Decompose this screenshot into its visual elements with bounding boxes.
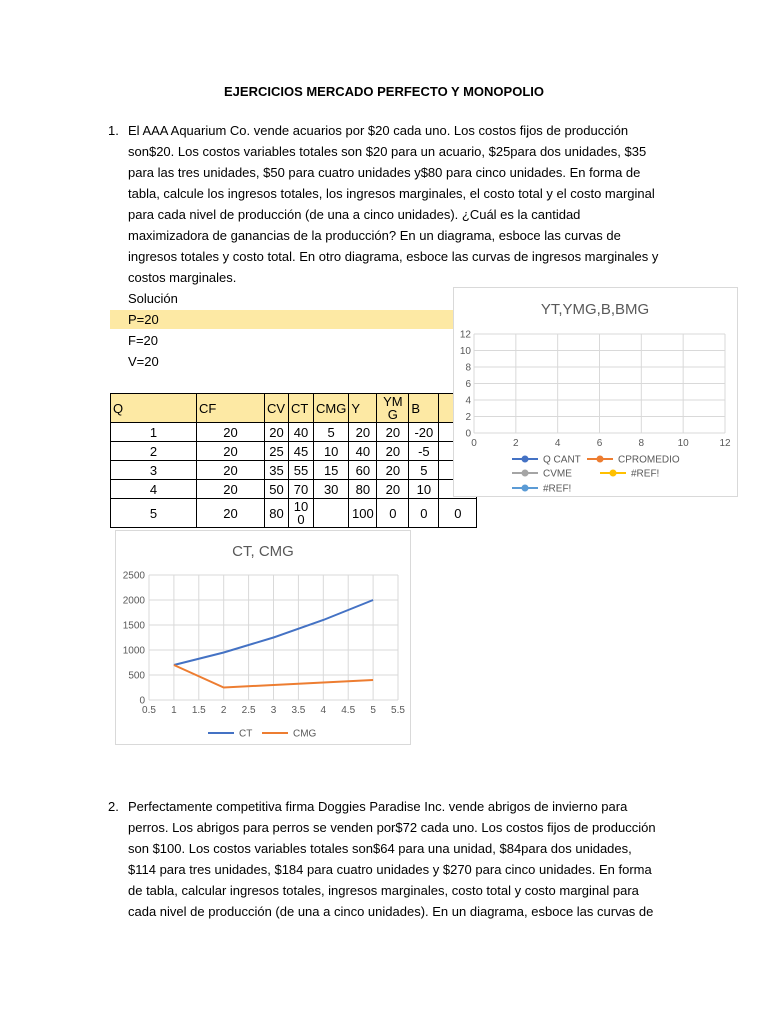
y-tick-label: 8: [465, 362, 471, 374]
exercise-1-line: ingresos totales y costo total. En otro diagrama, esboce las curvas de ingresos marginales y: [128, 249, 659, 264]
highlight-bar: [110, 310, 455, 329]
exercise-2-line: $114 para tres unidades, $184 para cuatro unidades y $270 para cinco unidades. En forma: [128, 862, 652, 877]
cell-ct: 40: [289, 423, 314, 442]
cell-ct: 70: [289, 480, 314, 499]
solution-label: Solución: [128, 291, 178, 306]
x-tick-label: 10: [677, 438, 689, 449]
legend-swatch-marker: [610, 470, 617, 477]
chart-title: YT,YMG,B,BMG: [540, 301, 650, 318]
y-tick-label: 1000: [122, 645, 145, 657]
cell-ymg: 20: [377, 423, 409, 442]
legend-label: #REF!: [631, 468, 660, 480]
cell-cmg: 15: [314, 461, 349, 480]
y-tick-label: 0: [139, 695, 145, 707]
y-tick-label: 12: [459, 329, 471, 341]
chart-yt-ymg-svg: [454, 288, 737, 496]
cell-q: 4: [111, 480, 197, 499]
y-tick-label: 2000: [122, 595, 145, 607]
cell-y: 80: [349, 480, 377, 499]
header-b: B: [409, 394, 439, 423]
cell-cmg: 10: [314, 442, 349, 461]
exercise-2-line: perros. Los abrigos para perros se venden por$72 cada uno. Los costos fijos de producción: [128, 820, 656, 835]
y-tick-label: 2: [465, 412, 471, 423]
cell-cf: 20: [197, 423, 265, 442]
y-tick-label: 0: [465, 428, 471, 440]
price-line: P=20: [128, 312, 159, 327]
header-cmg: CMG: [314, 394, 349, 423]
legend-label: CPROMEDIO: [618, 454, 680, 466]
exercise-1-line: tabla, calcule los ingresos totales, los ingresos marginales, el costo total y el costo marginal: [128, 186, 655, 201]
x-tick-label: 2: [513, 438, 519, 449]
x-tick-label: 6: [596, 438, 603, 449]
legend-label: CT: [239, 728, 253, 740]
cell-cf: 20: [197, 461, 265, 480]
legend-label: CMG: [293, 728, 317, 740]
cell-y: 60: [349, 461, 377, 480]
cell-ct: 100: [289, 499, 314, 528]
chart-ct-cmg-svg: [116, 531, 410, 744]
x-tick-label: 1.5: [191, 705, 206, 716]
cell-cv: 80: [265, 499, 289, 528]
legend-swatch-marker: [522, 470, 529, 477]
y-tick-label: 6: [465, 379, 471, 390]
cost-revenue-table: [110, 393, 477, 528]
cell-q: 2: [111, 442, 197, 461]
x-tick-label: 4: [554, 438, 561, 449]
cell-b: 10: [409, 480, 439, 499]
cell-y: 40: [349, 442, 377, 461]
exercise-1-line: para las tres unidades, $50 para cuatro unidades y$80 para cinco unidades. En forma de: [128, 165, 641, 180]
cell-b: 5: [409, 461, 439, 480]
y-tick-label: 4: [465, 395, 471, 407]
exercise-2-line: cada nivel de producción (de una a cinco unidades). En un diagrama, esboce las curvas de: [128, 904, 654, 919]
legend-swatch-marker: [522, 456, 529, 463]
x-tick-label: 4.5: [341, 705, 356, 716]
table-row: [111, 442, 477, 461]
cell-cv: 25: [265, 442, 289, 461]
legend-swatch-marker: [597, 456, 604, 463]
exercise-2-line: Perfectamente competitiva firma Doggies Paradise Inc. vende abrigos de invierno para: [128, 799, 628, 814]
cell-cf: 20: [197, 480, 265, 499]
y-tick-label: 2500: [122, 570, 145, 582]
cell-ymg: 0: [377, 499, 409, 528]
exercise-1-line: costos marginales.: [128, 270, 237, 285]
fixed-cost-line: F=20: [128, 333, 158, 348]
exercise-2-line: son $100. Los costos variables totales son$64 para una unidad, $84para dos unidades,: [128, 841, 632, 856]
cell-ct: 45: [289, 442, 314, 461]
chart-ct-cmg: [115, 530, 411, 745]
x-tick-label: 4: [320, 705, 327, 716]
x-tick-label: 5.5: [391, 705, 405, 716]
header-ct: CT: [289, 394, 314, 423]
cell-b: 0: [409, 499, 439, 528]
table-row: [111, 423, 477, 442]
x-tick-label: 1: [171, 705, 177, 716]
header-ymg: YMG: [377, 394, 409, 423]
cell-extra: 0: [439, 499, 477, 528]
legend-label: #REF!: [543, 483, 572, 495]
table-row: [111, 499, 477, 528]
cell-y: 20: [349, 423, 377, 442]
cell-cmg: 30: [314, 480, 349, 499]
cell-q: 1: [111, 423, 197, 442]
cell-cv: 50: [265, 480, 289, 499]
x-tick-label: 3.5: [291, 705, 306, 716]
legend-swatch-marker: [522, 485, 529, 492]
table-header-row: [111, 394, 477, 423]
cell-ymg: 20: [377, 442, 409, 461]
header-cv: CV: [265, 394, 289, 423]
cell-cv: 20: [265, 423, 289, 442]
cell-ct: 55: [289, 461, 314, 480]
chart-yt-ymg: [453, 287, 738, 497]
x-tick-label: 5: [370, 705, 376, 716]
exercise-1-line: para cada nivel de producción (de una a cinco unidades). ¿Cuál es la cantidad: [128, 207, 581, 222]
x-tick-label: 2: [220, 705, 227, 716]
legend-label: Q CANT: [543, 454, 581, 466]
x-tick-label: 12: [719, 438, 731, 449]
x-tick-label: 0.5: [142, 705, 156, 716]
exercise-1-line: El AAA Aquarium Co. vende acuarios por $20 cada uno. Los costos fijos de producción: [128, 123, 629, 138]
cell-b: -5: [409, 442, 439, 461]
cell-ymg: 20: [377, 461, 409, 480]
header-cf: CF: [197, 394, 265, 423]
exercise-1-line: maximizadora de ganancias de la producción? En un diagrama, esboce las curvas de: [128, 228, 621, 243]
cell-y: 100: [349, 499, 377, 528]
cell-cf: 20: [197, 499, 265, 528]
cell-cf: 20: [197, 442, 265, 461]
x-tick-label: 2.5: [241, 705, 256, 716]
cell-cmg: [314, 499, 349, 528]
table-row: [111, 461, 477, 480]
table-row: [111, 480, 477, 499]
cell-ymg: 20: [377, 480, 409, 499]
y-tick-label: 1500: [122, 620, 145, 632]
cell-cv: 35: [265, 461, 289, 480]
exercise-2-line: de tabla, calcular ingresos totales, ingresos marginales, costo total y costo marginal para: [128, 883, 639, 898]
exercise-2-number: 2.: [108, 799, 119, 814]
chart-title: CT, CMG: [232, 543, 294, 560]
cell-q: 3: [111, 461, 197, 480]
exercise-1: [108, 120, 660, 288]
header-y: Y: [349, 394, 377, 423]
header-q: Q: [111, 394, 197, 423]
cell-q: 5: [111, 499, 197, 528]
variable-cost-line: V=20: [128, 354, 159, 369]
page-title: EJERCICIOS MERCADO PERFECTO Y MONOPOLIO: [224, 84, 544, 99]
exercise-1-line: son$20. Los costos variables totales son $20 para un acuario, $25para dos unidades, $35: [128, 144, 647, 159]
x-tick-label: 8: [638, 438, 645, 449]
cell-cmg: 5: [314, 423, 349, 442]
x-tick-label: 0: [471, 438, 477, 449]
exercise-2-text: [128, 796, 660, 922]
y-tick-label: 10: [459, 346, 471, 357]
exercise-1-number: 1.: [108, 123, 119, 138]
y-tick-label: 500: [128, 670, 145, 682]
x-tick-label: 3: [270, 705, 277, 716]
exercise-2: [108, 796, 660, 922]
legend-label: CVME: [543, 468, 572, 480]
cell-b: -20: [409, 423, 439, 442]
exercise-1-text: [128, 120, 660, 288]
